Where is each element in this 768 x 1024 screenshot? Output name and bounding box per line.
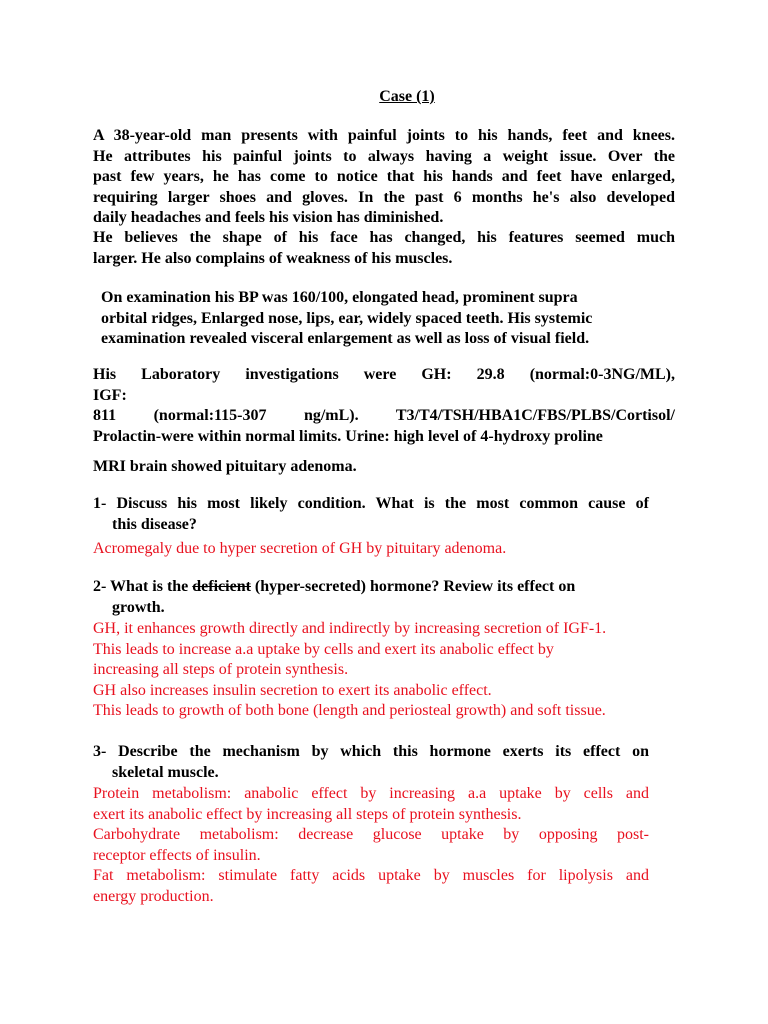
answer-line: receptor effects of insulin. <box>93 846 261 864</box>
question-suffix: (hyper-secreted) hormone? Review its effect on <box>250 578 576 595</box>
intro-paragraph-2 <box>93 228 675 269</box>
mri-line: MRI brain showed pituitary adenoma. <box>93 458 357 475</box>
question-line: this disease? <box>112 515 197 533</box>
answer-line: exert its anabolic effect by increasing all steps of protein synthesis. <box>93 805 522 823</box>
question-1 <box>93 494 649 535</box>
lab-line: Prolactin-were within normal limits. Urine: high level of 4-hydroxy proline <box>93 427 603 445</box>
struck-word: deficient <box>192 578 251 595</box>
lab-line: 811 (normal:115-307 ng/mL). T3/T4/TSH/HBA1C/FBS/PLBS/Cortisol/ <box>93 407 675 424</box>
answer-line: energy production. <box>93 887 214 905</box>
intro-line: A 38-year-old man presents with painful joints to his hands, feet and knees. <box>93 127 675 144</box>
answer-line: This leads to growth of both bone (length and periosteal growth) and soft tissue. <box>93 702 606 719</box>
answer-line: Fat metabolism: stimulate fatty acids uptake by muscles for lipolysis and <box>93 867 649 884</box>
intro-line: larger. He also complains of weakness of his muscles. <box>93 249 453 267</box>
intro-line: requiring larger shoes and gloves. In the past 6 months he's also developed <box>93 188 675 206</box>
question-line: 3- Describe the mechanism by which this hormone exerts its effect on <box>93 743 649 760</box>
intro-line: past few years, he has come to notice that his hands and feet have enlarged, <box>93 168 675 185</box>
answer-1 <box>93 539 693 560</box>
question-2 <box>93 577 653 618</box>
answer-2 <box>93 619 713 722</box>
question-prefix: 2- What is the <box>93 578 193 595</box>
lab-paragraph <box>93 365 675 447</box>
answer-line: GH also increases insulin secretion to exert its anabolic effect. <box>93 681 492 699</box>
question-3 <box>93 742 649 783</box>
exam-line: examination revealed visceral enlargement as well as loss of visual field. <box>101 330 590 347</box>
intro-line: daily headaches and feels his vision has diminished. <box>93 209 444 226</box>
answer-line: increasing all steps of protein synthesis. <box>93 661 349 678</box>
answer-line: Acromegaly due to hyper secretion of GH by pituitary adenoma. <box>93 540 507 557</box>
examination-paragraph <box>101 288 661 350</box>
case-title: Case (1) <box>379 88 435 105</box>
exam-line: orbital ridges, Enlarged nose, lips, ear, widely spaced teeth. His systemic <box>101 309 593 327</box>
intro-line: He attributes his painful joints to always having a weight issue. Over the <box>93 147 675 165</box>
lab-line: IGF: <box>93 386 127 404</box>
question-line: skeletal muscle. <box>112 763 219 781</box>
question-line: growth. <box>112 598 165 616</box>
question-line: 1- Discuss his most likely condition. What is the most common cause of <box>93 495 649 512</box>
answer-line: This leads to increase a.a uptake by cells and exert its anabolic effect by <box>93 640 554 658</box>
intro-paragraph-1 <box>93 126 675 229</box>
intro-line: He believes the shape of his face has changed, his features seemed much <box>93 229 675 246</box>
question-line <box>93 577 653 598</box>
answer-3 <box>93 784 649 907</box>
answer-line: Carbohydrate metabolism: decrease glucose uptake by opposing post- <box>93 826 649 843</box>
answer-line: GH, it enhances growth directly and indirectly by increasing secretion of IGF-1. <box>93 620 607 637</box>
lab-line: His Laboratory investigations were GH: 29.8 (normal:0-3NG/ML), <box>93 366 675 383</box>
answer-line: Protein metabolism: anabolic effect by increasing a.a uptake by cells and <box>93 785 649 802</box>
exam-line: On examination his BP was 160/100, elongated head, prominent supra <box>101 289 578 306</box>
